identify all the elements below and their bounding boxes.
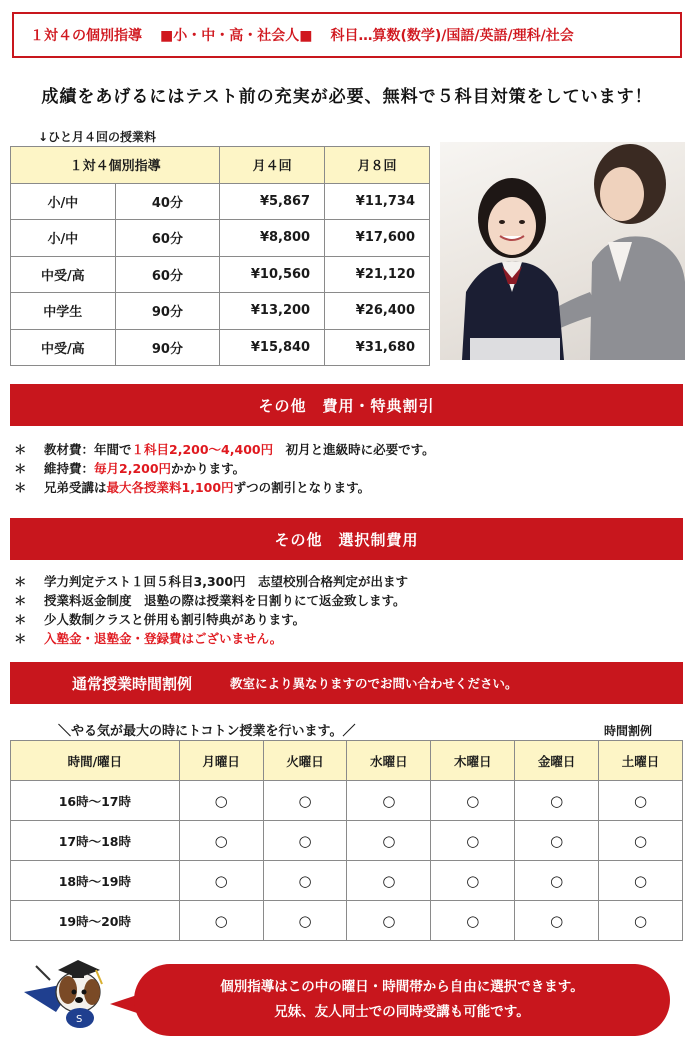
schedule-header-thu: 木曜日 bbox=[431, 741, 515, 781]
schedule-label: 時間割例 bbox=[604, 724, 653, 738]
table-row bbox=[11, 293, 430, 330]
list-item bbox=[14, 610, 408, 629]
available-mark: ○ bbox=[599, 901, 683, 941]
available-mark: ○ bbox=[347, 861, 431, 901]
list-item bbox=[14, 478, 435, 497]
header-format: １対４の個別指導 bbox=[30, 28, 142, 44]
list-item bbox=[14, 572, 408, 591]
available-mark: ○ bbox=[347, 821, 431, 861]
available-mark: ○ bbox=[431, 821, 515, 861]
schedule-time: 18時～19時 bbox=[11, 861, 180, 901]
available-mark: ○ bbox=[263, 781, 347, 821]
discount-list bbox=[14, 440, 435, 497]
schedule-time: 19時～20時 bbox=[11, 901, 180, 941]
student-teacher-photo bbox=[440, 142, 685, 360]
asterisk-icon: ＊ bbox=[14, 574, 27, 589]
discount-text: 初月と進級時に必要です。 bbox=[273, 442, 435, 457]
fee-header-plan: １対４個別指導 bbox=[11, 147, 220, 184]
bubble-line-1: 個別指導はこの中の曜日・時間帯から自由に選択できます。 bbox=[220, 979, 584, 995]
available-mark: ○ bbox=[515, 781, 599, 821]
bubble-line-2: 兄妹、友人同士での同時受講も可能です。 bbox=[274, 1004, 530, 1020]
discount-text: かかります。 bbox=[171, 461, 246, 476]
fee-price-4: ¥13,200 bbox=[220, 293, 325, 330]
asterisk-icon: ＊ bbox=[14, 480, 27, 495]
fee-price-4: ¥5,867 bbox=[220, 183, 325, 220]
discount-text: ずつの割引となります。 bbox=[233, 480, 371, 495]
optional-text: 少人数制クラスと併用も割引特典があります。 bbox=[44, 612, 306, 627]
fee-minutes: 90分 bbox=[115, 329, 220, 366]
available-mark: ○ bbox=[515, 821, 599, 861]
schedule-time: 17時～18時 bbox=[11, 821, 180, 861]
optional-list bbox=[14, 572, 408, 648]
list-item bbox=[14, 459, 435, 478]
fee-table bbox=[10, 146, 430, 366]
table-row bbox=[11, 220, 430, 257]
section-schedule-note: 教室により異なりますのでお問い合わせください。 bbox=[230, 676, 518, 691]
table-row bbox=[11, 183, 430, 220]
available-mark: ○ bbox=[347, 901, 431, 941]
section-discount-header bbox=[10, 384, 683, 426]
section-optional-header bbox=[10, 518, 683, 560]
fee-header-8: 月８回 bbox=[325, 147, 430, 184]
fee-minutes: 40分 bbox=[115, 183, 220, 220]
fee-grade: 小/中 bbox=[11, 183, 116, 220]
fee-price-8: ¥11,734 bbox=[325, 183, 430, 220]
fee-caption: ↓ひと月４回の授業料 bbox=[38, 130, 157, 144]
available-mark: ○ bbox=[263, 901, 347, 941]
table-row bbox=[11, 861, 683, 901]
schedule-header-row bbox=[11, 741, 683, 781]
discount-text: 維持費： bbox=[44, 461, 95, 476]
table-row bbox=[11, 821, 683, 861]
asterisk-icon: ＊ bbox=[14, 593, 27, 608]
header-audience: ■小・中・高・社会人■ bbox=[160, 28, 313, 44]
fee-grade: 中受/高 bbox=[11, 329, 116, 366]
fee-price-8: ¥31,680 bbox=[325, 329, 430, 366]
section-discount-title: その他 費用・特典割引 bbox=[258, 396, 435, 415]
fee-price-8: ¥26,400 bbox=[325, 293, 430, 330]
fee-header-row bbox=[11, 147, 430, 184]
speech-bubble bbox=[134, 964, 670, 1036]
schedule-header-wed: 水曜日 bbox=[347, 741, 431, 781]
available-mark: ○ bbox=[263, 861, 347, 901]
asterisk-icon: ＊ bbox=[14, 612, 27, 627]
schedule-caption: ＼やる気が最大の時にトコトン授業を行います。／ bbox=[58, 724, 356, 739]
photo-illustration bbox=[440, 142, 685, 360]
available-mark: ○ bbox=[179, 821, 263, 861]
optional-text: 学力判定テスト１回５科目3,300円 志望校別合格判定が出ます bbox=[44, 574, 409, 589]
mascot-illustration bbox=[16, 952, 116, 1032]
available-mark: ○ bbox=[179, 861, 263, 901]
available-mark: ○ bbox=[263, 821, 347, 861]
section-schedule-header bbox=[10, 662, 683, 704]
fee-price-8: ¥17,600 bbox=[325, 220, 430, 257]
available-mark: ○ bbox=[179, 781, 263, 821]
available-mark: ○ bbox=[347, 781, 431, 821]
fee-price-4: ¥15,840 bbox=[220, 329, 325, 366]
list-item bbox=[14, 629, 408, 648]
svg-text:S: S bbox=[76, 1014, 83, 1025]
graduate-dog-mascot-icon bbox=[16, 952, 116, 1036]
fee-minutes: 60分 bbox=[115, 220, 220, 257]
available-mark: ○ bbox=[515, 901, 599, 941]
schedule-header-fri: 金曜日 bbox=[515, 741, 599, 781]
table-row bbox=[11, 781, 683, 821]
available-mark: ○ bbox=[179, 901, 263, 941]
discount-highlight: 毎月2,200円 bbox=[94, 461, 172, 476]
fee-minutes: 60分 bbox=[115, 256, 220, 293]
available-mark: ○ bbox=[599, 781, 683, 821]
discount-highlight: 最大各授業料1,100円 bbox=[106, 480, 234, 495]
optional-text-free: 入塾金・退塾金・登録費はございません。 bbox=[44, 631, 283, 646]
schedule-time: 16時～17時 bbox=[11, 781, 180, 821]
discount-highlight: １科目2,200～4,400円 bbox=[131, 442, 274, 457]
fee-price-4: ¥8,800 bbox=[220, 220, 325, 257]
header-subjects: 科目…算数(数学)/国語/英語/理科/社会 bbox=[330, 28, 574, 44]
list-item bbox=[14, 591, 408, 610]
schedule-header-tue: 火曜日 bbox=[263, 741, 347, 781]
table-row bbox=[11, 256, 430, 293]
fee-price-4: ¥10,560 bbox=[220, 256, 325, 293]
table-row bbox=[11, 329, 430, 366]
schedule-header-mon: 月曜日 bbox=[179, 741, 263, 781]
available-mark: ○ bbox=[431, 781, 515, 821]
asterisk-icon: ＊ bbox=[14, 631, 27, 646]
fee-minutes: 90分 bbox=[115, 293, 220, 330]
available-mark: ○ bbox=[431, 901, 515, 941]
available-mark: ○ bbox=[431, 861, 515, 901]
asterisk-icon: ＊ bbox=[14, 461, 27, 476]
available-mark: ○ bbox=[515, 861, 599, 901]
section-optional-title: その他 選択制費用 bbox=[274, 530, 419, 549]
schedule-header-time: 時間/曜日 bbox=[11, 741, 180, 781]
fee-grade: 中受/高 bbox=[11, 256, 116, 293]
header-banner bbox=[12, 12, 682, 58]
fee-grade: 中学生 bbox=[11, 293, 116, 330]
schedule-header-sat: 土曜日 bbox=[599, 741, 683, 781]
available-mark: ○ bbox=[599, 861, 683, 901]
asterisk-icon: ＊ bbox=[14, 442, 27, 457]
available-mark: ○ bbox=[599, 821, 683, 861]
discount-text: 教材費：年間で bbox=[44, 442, 132, 457]
fee-grade: 小/中 bbox=[11, 220, 116, 257]
fee-header-4: 月４回 bbox=[220, 147, 325, 184]
discount-text: 兄弟受講は bbox=[44, 480, 107, 495]
page-headline: 成績をあげるにはテスト前の充実が必要、無料で５科目対策をしています！ bbox=[41, 87, 653, 107]
list-item bbox=[14, 440, 435, 459]
schedule-table bbox=[10, 740, 683, 941]
section-schedule-title: 通常授業時間割例 bbox=[72, 674, 193, 693]
optional-text: 授業料返金制度 退塾の際は授業料を日割りにて返金致します。 bbox=[44, 593, 406, 608]
fee-price-8: ¥21,120 bbox=[325, 256, 430, 293]
table-row bbox=[11, 901, 683, 941]
